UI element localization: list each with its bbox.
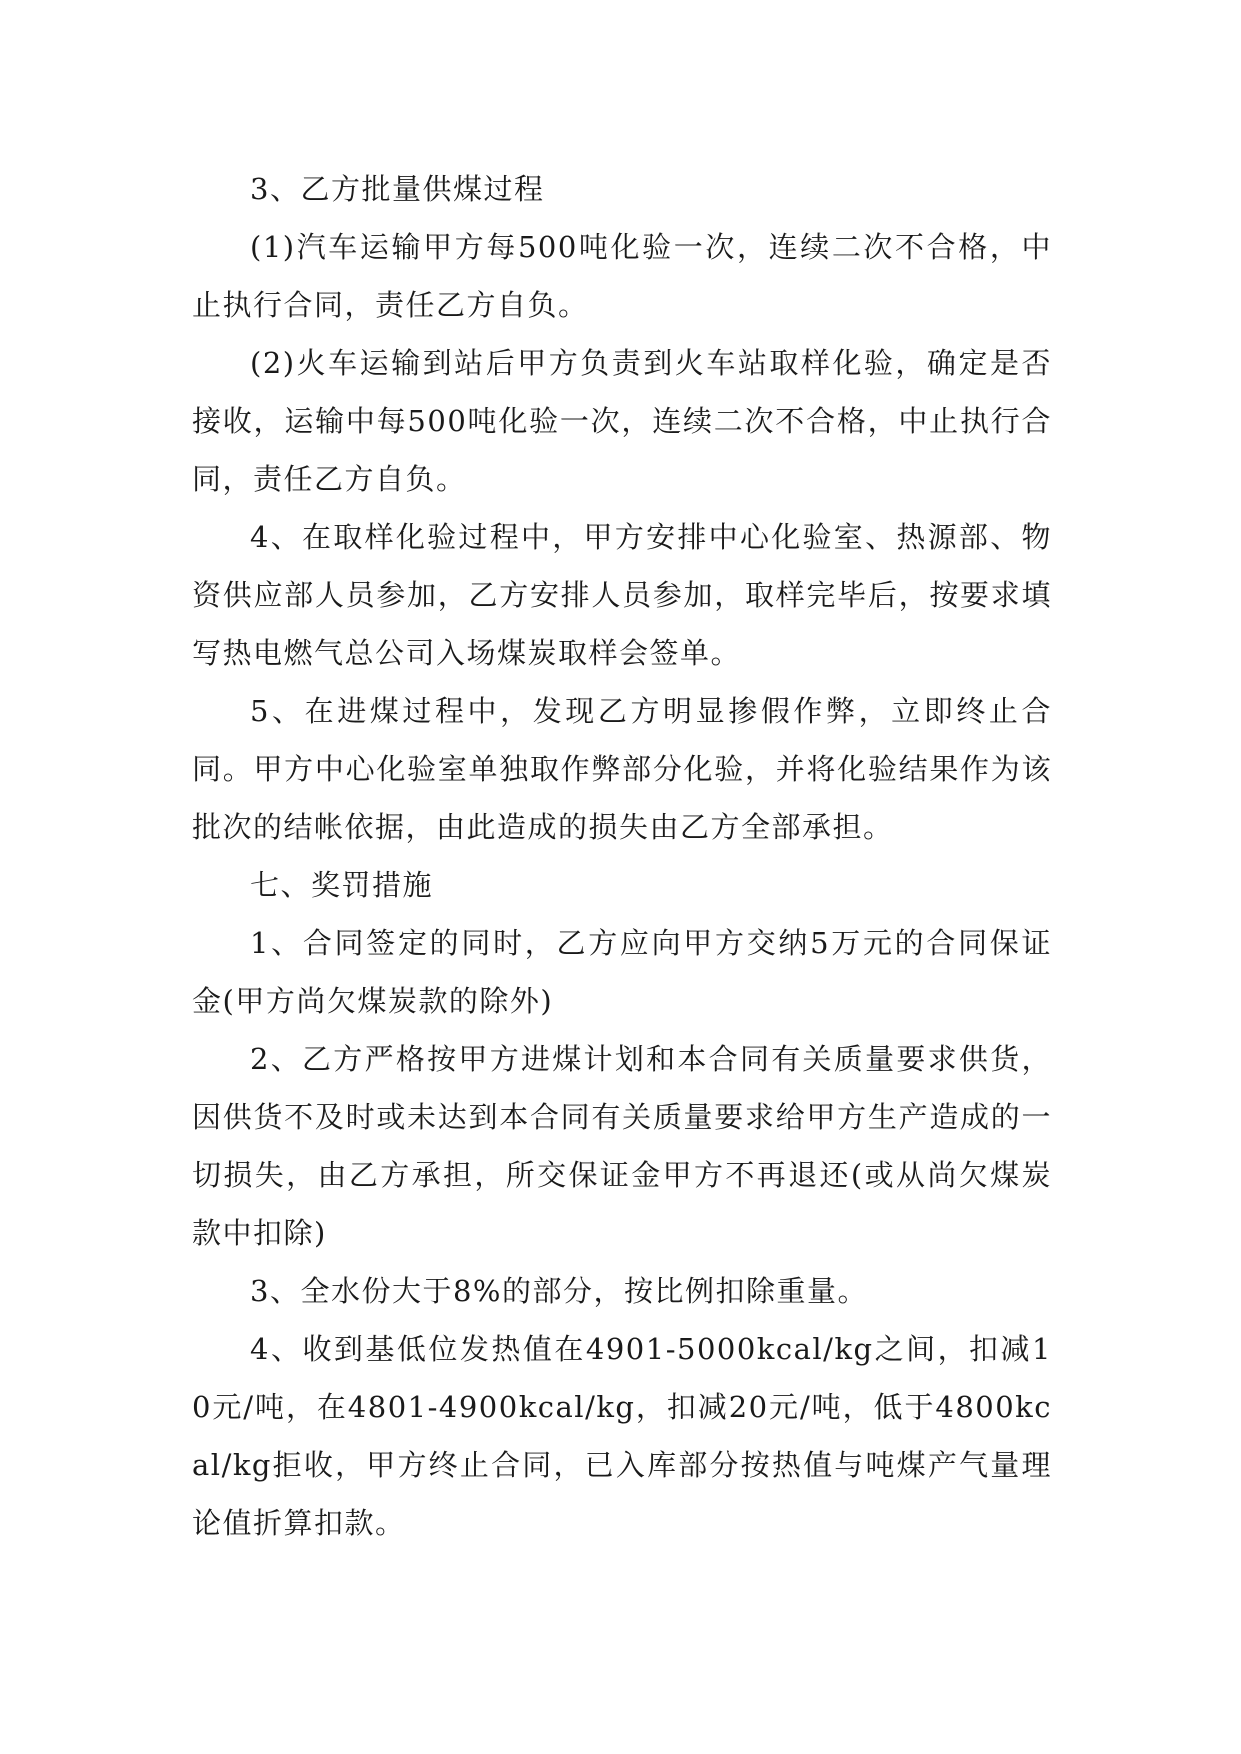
paragraph-deposit: 1、合同签定的同时，乙方应向甲方交纳5万元的合同保证金(甲方尚欠煤炭款的除外) <box>192 926 1052 1018</box>
paragraph-supply-obligation: 2、乙方严格按甲方进煤计划和本合同有关质量要求供货，因供货不及时或未达到本合同有关质量要求给甲方生产造成的一切损失，由乙方承担，所交保证金甲方不再退还(或从尚欠煤炭款中扣除) <box>192 1042 1052 1250</box>
document-body <box>192 160 1052 1552</box>
paragraph-moisture-deduction: 3、全水份大于8%的部分，按比例扣除重量。 <box>250 1274 868 1308</box>
paragraph-truck-transport: (1)汽车运输甲方每500吨化验一次，连续二次不合格，中止执行合同，责任乙方自负。 <box>192 230 1052 322</box>
paragraph-train-transport: (2)火车运输到站后甲方负责到火车站取样化验，确定是否接收，运输中每500吨化验一次，连续二次不合格，中止执行合同，责任乙方自负。 <box>192 346 1052 496</box>
paragraph-sampling-process: 4、在取样化验过程中，甲方安排中心化验室、热源部、物资供应部人员参加，乙方安排人员参加，取样完毕后，按要求填写热电燃气总公司入场煤炭取样会签单。 <box>192 520 1052 670</box>
section-heading-rewards-penalties: 七、奖罚措施 <box>250 868 434 902</box>
paragraph-calorific-deduction: 4、收到基低位发热值在4901-5000kcal/kg之间，扣减10元/吨，在4801-4900kcal/kg，扣减20元/吨，低于4800kcal/kg拒收，甲方终止合同，已入库部分按热值与吨煤产气量理论值折算扣款。 <box>192 1332 1052 1540</box>
paragraph-section-3-heading: 3、乙方批量供煤过程 <box>250 172 545 206</box>
paragraph-fraud-termination: 5、在进煤过程中，发现乙方明显掺假作弊，立即终止合同。甲方中心化验室单独取作弊部分化验，并将化验结果作为该批次的结帐依据，由此造成的损失由乙方全部承担。 <box>192 694 1052 844</box>
